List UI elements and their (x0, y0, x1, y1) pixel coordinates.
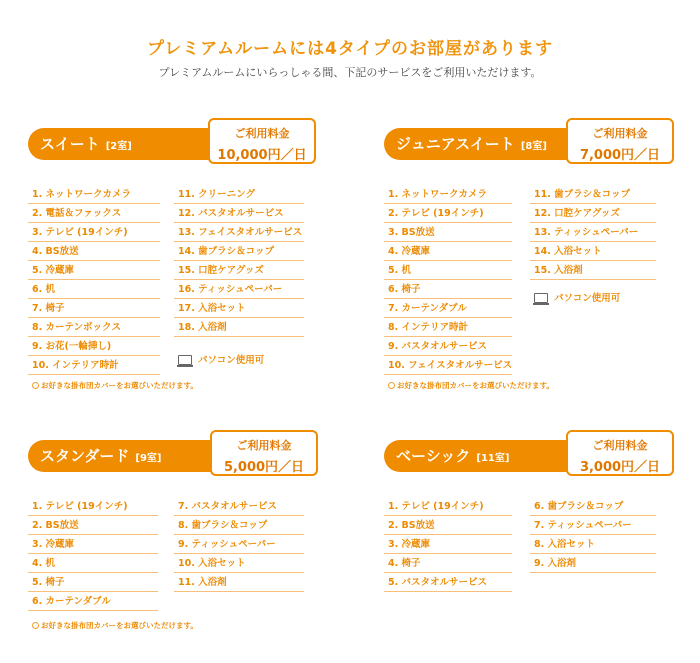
service-item: 9. 入浴剤 (530, 555, 656, 573)
pc-label: パソコン使用可 (198, 355, 265, 366)
room-count: [11室] (476, 453, 510, 464)
service-item: 9. お花(一輪挿し) (28, 338, 160, 356)
cover-note-text: お好きな掛布団カバーをお選びいただけます。 (397, 381, 554, 390)
price-label: ご利用料金 (592, 439, 648, 452)
service-item: 8. カーテンボックス (28, 319, 160, 337)
service-item: 1. ネットワークカメラ (28, 186, 160, 204)
service-item: 17. 入浴セット (174, 300, 304, 318)
room-name-bar (28, 440, 228, 472)
service-item: 7. カーテンダブル (384, 300, 512, 318)
pc-label: パソコン使用可 (554, 293, 621, 304)
page-title: プレミアムルームには4タイプのお部屋があります (146, 39, 554, 59)
laptop-icon (534, 293, 548, 303)
circle-bullet-icon (32, 382, 39, 389)
service-item: 13. ティッシュペーパー (530, 224, 656, 242)
room-name-bar (384, 440, 584, 472)
services-col-1 (384, 186, 512, 376)
service-item: 6. カーテンダブル (28, 593, 158, 611)
service-item: 5. 椅子 (28, 574, 158, 592)
price-value: 10,000円／日 (217, 148, 307, 163)
services-col-2 (174, 186, 304, 338)
service-item: 6. 歯ブラシ＆コップ (530, 498, 656, 516)
service-item: 15. 入浴剤 (530, 262, 656, 280)
services-col-1 (28, 186, 160, 376)
pc-available (530, 288, 620, 310)
service-item: 3. 冷蔵庫 (384, 536, 512, 554)
service-item: 5. 冷蔵庫 (28, 262, 160, 280)
service-item: 6. 椅子 (384, 281, 512, 299)
service-item: 7. 椅子 (28, 300, 160, 318)
price-box (210, 430, 318, 476)
services-col-2 (530, 186, 656, 281)
room-standard (28, 430, 328, 630)
service-item: 1. テレビ (19インチ) (28, 498, 158, 516)
service-item: 11. 入浴剤 (174, 574, 304, 592)
service-item: 16. ティッシュペーパー (174, 281, 304, 299)
service-item: 3. BS放送 (384, 224, 512, 242)
price-label: ご利用料金 (236, 439, 292, 452)
service-item: 7. ティッシュペーパー (530, 517, 656, 535)
price-label: ご利用料金 (592, 127, 648, 140)
service-item: 8. 歯ブラシ＆コップ (174, 517, 304, 535)
laptop-icon (178, 355, 192, 365)
services-col-2 (530, 498, 656, 574)
service-item: 10. インテリア時計 (28, 357, 160, 375)
price-value: 5,000円／日 (223, 460, 305, 475)
cover-note (388, 380, 554, 391)
circle-bullet-icon (32, 622, 39, 629)
cover-note (32, 620, 198, 631)
services-col-1 (28, 498, 158, 612)
service-item: 4. 椅子 (384, 555, 512, 573)
room-name: ジュニアスイート (396, 135, 515, 153)
service-item: 4. 机 (28, 555, 158, 573)
room-name-bar (384, 128, 584, 160)
room-basic (384, 430, 684, 596)
service-item: 8. インテリア時計 (384, 319, 512, 337)
price-label: ご利用料金 (234, 127, 290, 140)
service-item: 11. 歯ブラシ＆コップ (530, 186, 656, 204)
services-col-2 (174, 498, 304, 593)
price-box (566, 118, 674, 164)
room-header (384, 430, 684, 486)
service-item: 10. フェイスタオルサービス (384, 357, 512, 375)
service-item: 15. 口腔ケアグッズ (174, 262, 304, 280)
price-value: 3,000円／日 (579, 460, 661, 475)
room-suite (28, 118, 328, 394)
room-header (28, 118, 328, 174)
page-subtitle: プレミアムルームにいらっしゃる間、下記のサービスをご利用いただけます。 (158, 66, 542, 79)
cover-note (32, 380, 198, 391)
room-name: ベーシック (396, 447, 471, 465)
service-item: 13. フェイスタオルサービス (174, 224, 304, 242)
service-item: 4. BS放送 (28, 243, 160, 261)
service-item: 2. テレビ (19インチ) (384, 205, 512, 223)
price-box (566, 430, 674, 476)
service-item: 5. 机 (384, 262, 512, 280)
service-item: 1. テレビ (19インチ) (384, 498, 512, 516)
pc-available (174, 350, 264, 372)
service-item: 5. バスタオルサービス (384, 574, 512, 592)
service-item: 3. テレビ (19インチ) (28, 224, 160, 242)
cover-note-text: お好きな掛布団カバーをお選びいただけます。 (41, 621, 198, 630)
cover-note-text: お好きな掛布団カバーをお選びいただけます。 (41, 381, 198, 390)
price-value: 7,000円／日 (579, 148, 661, 163)
room-name: スタンダード (40, 447, 130, 465)
service-item: 18. 入浴剤 (174, 319, 304, 337)
room-count: [2室] (105, 141, 132, 152)
price-box (208, 118, 316, 164)
service-item: 6. 机 (28, 281, 160, 299)
service-item: 2. BS放送 (28, 517, 158, 535)
service-item: 8. 入浴セット (530, 536, 656, 554)
room-name-bar (28, 128, 228, 160)
service-item: 14. 入浴セット (530, 243, 656, 261)
service-item: 9. ティッシュペーパー (174, 536, 304, 554)
service-item: 14. 歯ブラシ＆コップ (174, 243, 304, 261)
circle-bullet-icon (388, 382, 395, 389)
service-item: 12. 口腔ケアグッズ (530, 205, 656, 223)
service-item: 2. BS放送 (384, 517, 512, 535)
room-count: [9室] (135, 453, 162, 464)
service-item: 7. バスタオルサービス (174, 498, 304, 516)
service-item: 12. バスタオルサービス (174, 205, 304, 223)
room-count: [8室] (520, 141, 547, 152)
service-item: 9. バスタオルサービス (384, 338, 512, 356)
room-name: スイート (40, 135, 100, 153)
service-item: 4. 冷蔵庫 (384, 243, 512, 261)
room-junior-suite (384, 118, 684, 394)
service-item: 10. 入浴セット (174, 555, 304, 573)
service-item: 1. ネットワークカメラ (384, 186, 512, 204)
room-header (384, 118, 684, 174)
service-item: 11. クリーニング (174, 186, 304, 204)
service-item: 2. 電話＆ファックス (28, 205, 160, 223)
service-item: 3. 冷蔵庫 (28, 536, 158, 554)
services-col-1 (384, 498, 512, 593)
room-header (28, 430, 328, 486)
